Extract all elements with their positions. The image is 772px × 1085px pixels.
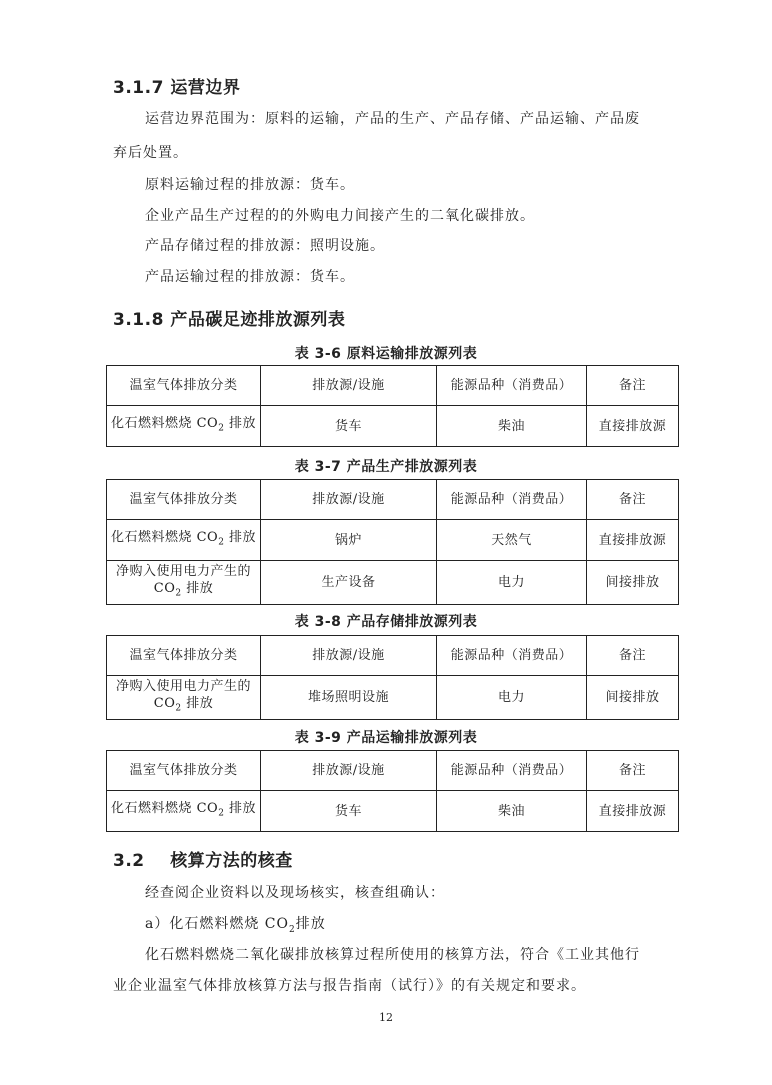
header-cell: 温室气体排放分类 [107, 636, 261, 676]
category-cell: 化石燃料燃烧 $CO_2$ 排放 [107, 520, 261, 561]
header-cell: 能源品种（消费品） [437, 480, 587, 520]
header-cell: 温室气体排放分类 [107, 751, 261, 791]
table-3-6 [106, 365, 679, 447]
table-caption-3-9: 表 3-9 产品运输排放源列表 [294, 730, 478, 746]
source-cell: 货车 [261, 791, 437, 832]
note-cell: 间接排放 [587, 676, 679, 720]
table-row [107, 561, 679, 605]
table-3-8 [106, 635, 679, 720]
header-cell: 排放源/设施 [261, 636, 437, 676]
paragraph-method-compliance: 化石燃料燃烧二氧化碳排放核算过程所使用的核算方法，符合《工业其他行 [145, 947, 640, 963]
header-cell: 备注 [587, 480, 679, 520]
table-header-row [107, 751, 679, 791]
table-header-row [107, 480, 679, 520]
energy-cell: 电力 [437, 561, 587, 605]
header-cell: 排放源/设施 [261, 480, 437, 520]
table-caption-3-7: 表 3-7 产品生产排放源列表 [294, 459, 478, 475]
section-heading-3-1-8: 3.1.8 产品碳足迹排放源列表 [113, 310, 346, 330]
energy-cell: 柴油 [437, 406, 587, 447]
table-3-7 [106, 479, 679, 605]
section-heading-3-1-7: 3.1.7 运营边界 [113, 78, 241, 98]
table-header-row [107, 366, 679, 406]
section-heading-3-2: 3.2 核算方法的核查 [113, 851, 293, 871]
energy-cell: 电力 [437, 676, 587, 720]
table-row [107, 791, 679, 832]
table-caption-3-6: 表 3-6 原料运输排放源列表 [294, 346, 478, 362]
paragraph-raw-transport-source: 原料运输过程的排放源：货车。 [145, 177, 355, 193]
header-cell: 备注 [587, 751, 679, 791]
note-cell: 直接排放源 [587, 791, 679, 832]
header-cell: 排放源/设施 [261, 751, 437, 791]
note-cell: 直接排放源 [587, 406, 679, 447]
note-cell: 直接排放源 [587, 520, 679, 561]
category-cell: 净购入使用电力产生的 $CO_2$ 排放 [107, 561, 261, 605]
paragraph-method-compliance-cont: 业企业温室气体排放核算方法与报告指南（试行）》的有关规定和要求。 [113, 978, 586, 994]
paragraph-product-transport-source: 产品运输过程的排放源：货车。 [145, 269, 355, 285]
table-row [107, 520, 679, 561]
header-cell: 温室气体排放分类 [107, 480, 261, 520]
category-cell: 化石燃料燃烧 $CO_2$ 排放 [107, 406, 261, 447]
source-cell: 生产设备 [261, 561, 437, 605]
header-cell: 备注 [587, 636, 679, 676]
paragraph-production-electricity: 企业产品生产过程的的外购电力间接产生的二氧化碳排放。 [145, 208, 535, 224]
category-cell: 净购入使用电力产生的 $CO_2$ 排放 [107, 676, 261, 720]
paragraph-verification-confirm: 经查阅企业资料以及现场核实，核查组确认： [145, 885, 445, 901]
header-cell: 能源品种（消费品） [437, 751, 587, 791]
category-cell: 化石燃料燃烧 $CO_2$ 排放 [107, 791, 261, 832]
header-cell: 备注 [587, 366, 679, 406]
paragraph-storage-source: 产品存储过程的排放源：照明设施。 [145, 238, 385, 254]
source-cell: 货车 [261, 406, 437, 447]
table-header-row [107, 636, 679, 676]
page-number: 12 [379, 1011, 393, 1024]
table-caption-3-8: 表 3-8 产品存储排放源列表 [294, 614, 478, 630]
table-row [107, 676, 679, 720]
table-3-9 [106, 750, 679, 832]
header-cell: 排放源/设施 [261, 366, 437, 406]
energy-cell: 天然气 [437, 520, 587, 561]
header-cell: 能源品种（消费品） [437, 636, 587, 676]
note-cell: 间接排放 [587, 561, 679, 605]
header-cell: 温室气体排放分类 [107, 366, 261, 406]
table-row [107, 406, 679, 447]
paragraph-operation-boundary: 运营边界范围为：原料的运输，产品的生产、产品存储、产品运输、产品废 [145, 111, 640, 127]
header-cell: 能源品种（消费品） [437, 366, 587, 406]
source-cell: 堆场照明设施 [261, 676, 437, 720]
energy-cell: 柴油 [437, 791, 587, 832]
paragraph-operation-boundary-cont: 弃后处置。 [113, 145, 188, 161]
list-item-fossil-combustion: a）化石燃料燃烧 $CO_2$排放 [145, 916, 326, 935]
source-cell: 锅炉 [261, 520, 437, 561]
